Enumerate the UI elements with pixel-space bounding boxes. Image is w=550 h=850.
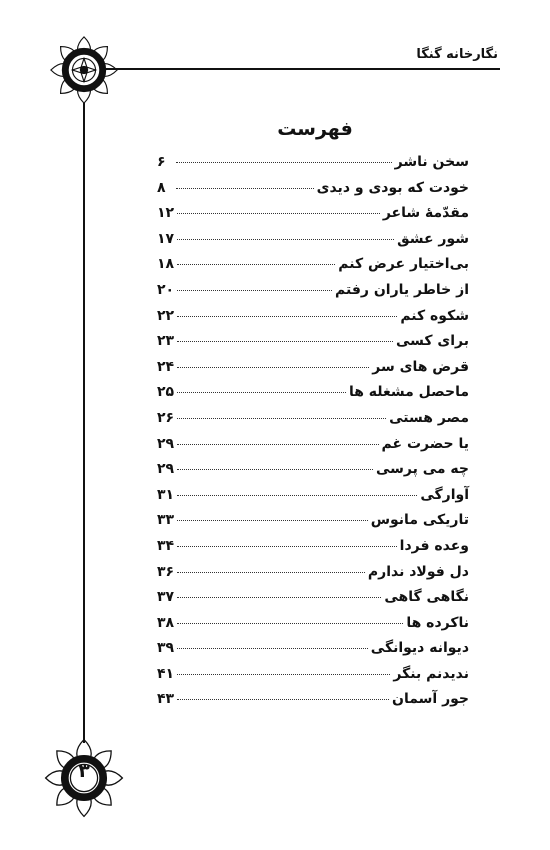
- toc-entry: [157, 154, 469, 180]
- toc-entry-title: نگاهی گاهی: [384, 589, 469, 606]
- toc-leader-dots: [177, 316, 397, 317]
- toc-entry-title: جور آسمان: [392, 691, 469, 708]
- toc-leader-dots: [176, 188, 314, 189]
- toc-leader-dots: [177, 444, 378, 445]
- toc-entry-title: شکوه کنم: [400, 307, 469, 324]
- toc-entry-page: ۲۲: [157, 307, 175, 324]
- toc-leader-dots: [177, 597, 381, 598]
- header-rule: [95, 68, 500, 70]
- toc-entry-page: ۸: [157, 179, 166, 196]
- toc-entry-page: ۱۷: [157, 230, 175, 247]
- toc-entry: [157, 359, 469, 385]
- toc-entry: [157, 666, 469, 692]
- toc-leader-dots: [177, 699, 389, 700]
- toc-entry: [157, 384, 469, 410]
- toc-entry: [157, 691, 469, 717]
- toc-leader-dots: [177, 623, 403, 624]
- toc-leader-dots: [177, 469, 373, 470]
- toc-entry-page: ۴۳: [157, 691, 175, 708]
- toc-entry-page: ۳۸: [157, 614, 175, 631]
- arabesque-rosette-icon: [48, 34, 120, 106]
- toc-entry-page: ۲۹: [157, 435, 175, 452]
- toc-entry: [157, 615, 469, 641]
- toc-entry-title: یا حضرت غم: [381, 435, 469, 452]
- toc-entry: [157, 487, 469, 513]
- toc-entry-page: ۶: [157, 154, 166, 170]
- page-title: فهرست: [277, 118, 353, 140]
- toc-entry: [157, 282, 469, 308]
- toc-leader-dots: [177, 546, 397, 547]
- toc-entry-title: دل فولاد ندارم: [367, 563, 469, 580]
- toc-entry: [157, 410, 469, 436]
- toc-entry-title: مصر هستی: [389, 409, 469, 426]
- toc-entry-title: ناکرده ها: [406, 614, 469, 631]
- table-of-contents: [157, 154, 469, 717]
- toc-entry-page: ۱۸: [157, 256, 175, 273]
- toc-entry-page: ۳۹: [157, 640, 175, 657]
- toc-entry: [157, 180, 469, 206]
- book-header-label: نگارخانه گنگا: [416, 47, 498, 62]
- toc-leader-dots: [177, 674, 390, 675]
- toc-entry-title: قرض های سر: [372, 358, 469, 375]
- toc-entry-title: بی‌اختیار عرض کنم: [338, 256, 469, 273]
- toc-entry: [157, 436, 469, 462]
- toc-entry-page: ۳۴: [157, 537, 175, 554]
- toc-entry-title: شور عشق: [397, 230, 469, 247]
- toc-leader-dots: [177, 392, 346, 393]
- toc-entry-page: ۳۷: [157, 589, 175, 606]
- toc-entry-title: سخن ناشر: [394, 154, 469, 170]
- toc-entry-page: ۲۰: [157, 281, 175, 298]
- toc-entry-page: ۴۱: [157, 665, 175, 682]
- toc-entry-title: خودت که بودی و دیدی: [316, 179, 469, 196]
- toc-entry-title: ماحصل مشغله ها: [348, 384, 469, 401]
- toc-entry-page: ۲۹: [157, 461, 175, 478]
- toc-entry: [157, 512, 469, 538]
- toc-leader-dots: [177, 418, 386, 419]
- toc-leader-dots: [177, 520, 368, 521]
- toc-entry-page: ۲۶: [157, 409, 175, 426]
- toc-entry: [157, 589, 469, 615]
- toc-leader-dots: [177, 213, 380, 214]
- toc-leader-dots: [177, 290, 332, 291]
- toc-leader-dots: [177, 239, 394, 240]
- page-number: ۳: [78, 760, 90, 782]
- toc-entry-page: ۳۳: [157, 512, 175, 529]
- toc-leader-dots: [176, 162, 392, 163]
- toc-entry-title: آوارگی: [420, 486, 469, 503]
- toc-entry-title: چه می پرسی: [375, 461, 469, 478]
- toc-entry: [157, 538, 469, 564]
- toc-entry-title: برای کسی: [395, 333, 469, 350]
- toc-leader-dots: [177, 648, 368, 649]
- toc-entry-page: ۳۱: [157, 486, 175, 503]
- toc-entry-page: ۲۴: [157, 358, 175, 375]
- toc-entry: [157, 231, 469, 257]
- toc-entry-title: تاریکی مانوس: [370, 512, 469, 529]
- toc-entry: [157, 461, 469, 487]
- toc-entry-title: ندیدنم بنگر: [393, 665, 469, 682]
- toc-entry-title: از خاطر یاران رفتم: [335, 281, 469, 298]
- toc-entry-page: ۳۶: [157, 563, 175, 580]
- toc-entry: [157, 256, 469, 282]
- toc-entry-page: ۲۳: [157, 333, 175, 350]
- toc-entry-title: دیوانه دیوانگی: [370, 640, 469, 657]
- toc-entry: [157, 564, 469, 590]
- toc-entry: [157, 205, 469, 231]
- toc-leader-dots: [177, 495, 417, 496]
- toc-entry: [157, 308, 469, 334]
- toc-entry-page: ۲۵: [157, 384, 175, 401]
- toc-entry: [157, 333, 469, 359]
- toc-entry: [157, 640, 469, 666]
- toc-entry-page: ۱۲: [157, 205, 175, 222]
- toc-leader-dots: [177, 572, 365, 573]
- toc-leader-dots: [177, 367, 369, 368]
- toc-entry-title: وعده فردا: [399, 537, 469, 554]
- margin-rule: [83, 103, 85, 743]
- toc-leader-dots: [177, 341, 393, 342]
- toc-entry-title: مقدّمهٔ شاعر: [382, 205, 469, 222]
- toc-leader-dots: [177, 264, 335, 265]
